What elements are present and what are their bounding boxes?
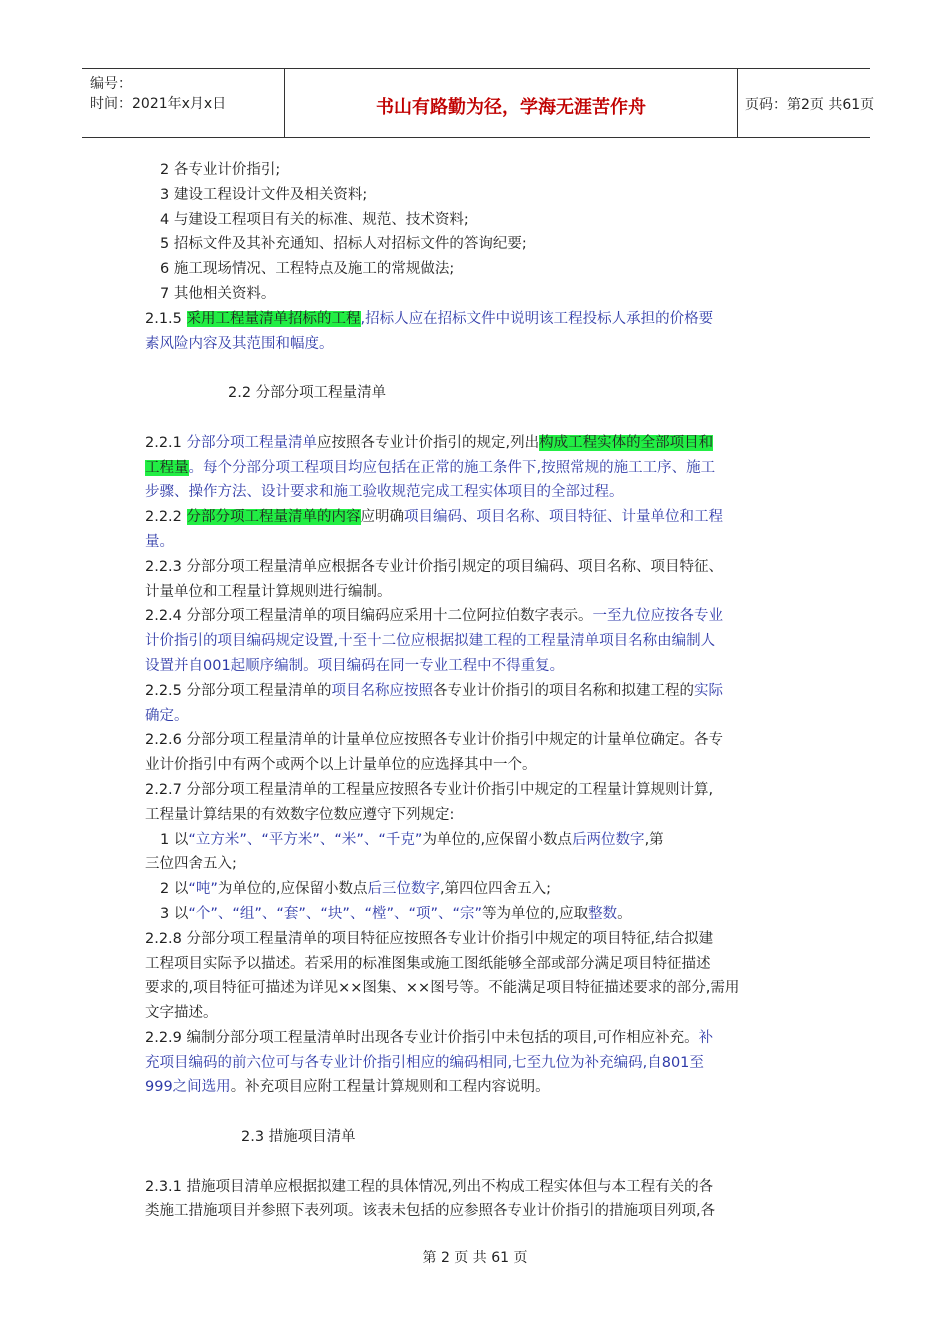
clause-2-2-9 [145,1026,810,1051]
clause-text: ,第四位四舍五入; [439,881,551,898]
clause-2-1-5-cont: 素风险内容及其范围和幅度。 [145,335,334,352]
clause-text: 1 以 [160,831,189,848]
blue-text: 后两位数字 [572,831,645,848]
clause-2-2-5 [145,679,810,704]
clause-2-2-9-cont [145,1075,810,1100]
list-item [145,902,810,927]
clause-text: ,第 [644,831,664,848]
page-footer: 第 2 页 共 61 页 [422,1250,528,1266]
clause-2-2-7: 2.2.7 分部分项工程量清单的工程量应按照各专业计价指引中规定的工程量计算规则计算, [145,781,714,798]
highlighted-text: 构成工程实体的全部项目和 [539,434,714,451]
clause-text: 2.2.4 分部分项工程量清单的项目编码应采用十二位阿拉伯数字表示。 [145,608,593,625]
blue-text: 后三位数字 [367,881,440,898]
clause-2-2-8: 2.2.8 分部分项工程量清单的项目特征应按照各专业计价指引中规定的项目特征,结合拟建 [145,930,714,947]
clause-text: 为单位的,应保留小数点 [422,831,573,848]
blue-text: “立方米”、“平方米”、“米”、“千克” [188,831,423,848]
clause-2-2-8-cont: 工程项目实际予以描述。若采用的标准图集或施工图纸能够全部或部分满足项目特征描述 [145,955,711,972]
clause-text: 应明确 [360,509,405,526]
clause-2-2-9-cont: 充项目编码的前六位可与各专业计价指引相应的编码相同,七至九位为补充编码,自801至 [145,1054,704,1071]
clause-2-2-6: 2.2.6 分部分项工程量清单的计量单位应按照各专业计价指引中规定的计量单位确定。各专 [145,732,723,749]
blue-text: “吨” [188,881,218,898]
highlighted-text: 分部分项工程量清单的内容 [186,509,361,526]
clause-2-3-1-cont: 类施工措施项目并参照下表列项。该表未包括的应参照各专业计价指引的措施项目列项,各 [145,1203,716,1220]
clause-2-2-6-cont: 业计价指引中有两个或两个以上计量单位的应选择其中一个。 [145,757,537,774]
blue-text: 分部分项工程量清单 [186,434,318,451]
blue-text: 项目编码、项目名称、项目特征、计量单位和工程 [404,509,724,526]
clause-text: 。 [617,905,632,922]
blue-text: ,招标人应在招标文件中说明该工程投标人承担的价格要 [360,310,714,327]
clause-2-2-2-cont: 量。 [145,533,174,550]
blue-text: 补 [698,1029,714,1046]
blue-text: 实际 [694,682,724,699]
list-item: 2 各专业计价指引; [160,162,281,178]
blue-text: 。每个分部分项工程项目均应包括在正常的施工条件下,按照常规的施工工序、施工 [188,459,716,476]
blue-text: 整数 [588,905,618,922]
header-date: 时间：2021年x月x日 [90,96,227,112]
section-heading-2-2: 2.2 分部分项工程量清单 [228,385,387,402]
clause-number: 2.1.5 [145,310,187,327]
clause-text: 2 以 [160,881,189,898]
clause-2-2-2 [145,505,810,530]
clause-2-2-1 [145,431,810,456]
clause-2-2-1-cont: 步骤、操作方法、设计要求和施工验收规范完成工程实体项目的全部过程。 [145,484,624,501]
header-left-cell [82,69,284,137]
clause-2-2-8-cont: 要求的,项目特征可描述为详见××图集、××图号等。不能满足项目特征描述要求的部分,需用 [145,980,740,997]
blue-text: 一至九位应按各专业 [592,608,724,625]
highlighted-text: 工程量 [145,459,189,476]
clause-2-2-1-cont [145,456,810,481]
blue-text: “个”、“组”、“套”、“块”、“樘”、“项”、“宗” [188,905,483,922]
list-item: 3 建设工程设计文件及相关资料; [160,186,368,203]
blue-text: 999之间选用 [145,1079,231,1096]
clause-2-2-3: 2.2.3 分部分项工程量清单应根据各专业计价指引规定的项目编码、项目名称、项目特征、 [145,558,723,575]
clause-text: 3 以 [160,905,189,922]
header-page-code: 页码：第2页 共61页 [745,97,875,113]
list-item [145,828,810,853]
clause-text: 应按照各专业计价指引的规定,列出 [317,434,540,451]
header-motto: 书山有路勤为径，学海无涯苦作舟 [376,97,646,118]
clause-2-1-5 [145,307,810,332]
list-item-cont: 三位四舍五入; [145,856,237,873]
list-item [145,877,810,902]
clause-2-2-4 [145,604,810,629]
clause-text: 等为单位的,应取 [482,905,589,922]
list-item: 7 其他相关资料。 [160,285,276,302]
clause-text: 为单位的,应保留小数点 [217,881,368,898]
clause-number: 2.2.2 [145,509,187,526]
page-header [82,68,875,138]
header-right-cell [737,69,875,137]
blue-text: 项目名称应按照 [331,682,434,699]
clause-2-2-4-cont: 设置并自001起顺序编制。项目编码在同一专业工程中不得重复。 [145,657,565,674]
clause-2-2-3-cont: 计量单位和工程量计算规则进行编制。 [145,583,392,600]
clause-2-2-7-cont: 工程量计算结果的有效数字位数应遵守下列规定: [145,806,455,823]
clause-text: 2.2.9 编制分部分项工程量清单时出现各专业计价指引中未包括的项目,可作相应补充。 [145,1029,699,1046]
document-body [145,158,810,1224]
clause-text: 。补充项目应附工程量计算规则和工程内容说明。 [230,1079,550,1096]
list-item: 6 施工现场情况、工程特点及施工的常规做法; [160,261,455,278]
section-heading-2-3: 2.3 措施项目清单 [241,1129,356,1146]
clause-2-2-5-cont: 确定。 [145,707,189,724]
header-number: 编号： [90,76,132,92]
clause-text: 各专业计价指引的项目名称和拟建工程的 [433,682,695,699]
clause-2-2-8-cont: 文字描述。 [145,1005,218,1022]
list-item: 5 招标文件及其补充通知、招标人对招标文件的答询纪要; [160,236,527,253]
clause-text: 2.2.5 分部分项工程量清单的 [145,682,332,699]
clause-2-2-4-cont: 计价指引的项目编码规定设置,十至十二位应根据拟建工程的工程量清单项目名称由编制人 [145,633,716,650]
clause-2-3-1: 2.3.1 措施项目清单应根据拟建工程的具体情况,列出不构成工程实体但与本工程有关的各 [145,1178,714,1195]
highlighted-text: 采用工程量清单招标的工程 [186,310,361,327]
header-center-cell [284,69,738,137]
list-item: 4 与建设工程项目有关的标准、规范、技术资料; [160,211,469,228]
clause-number: 2.2.1 [145,434,187,451]
